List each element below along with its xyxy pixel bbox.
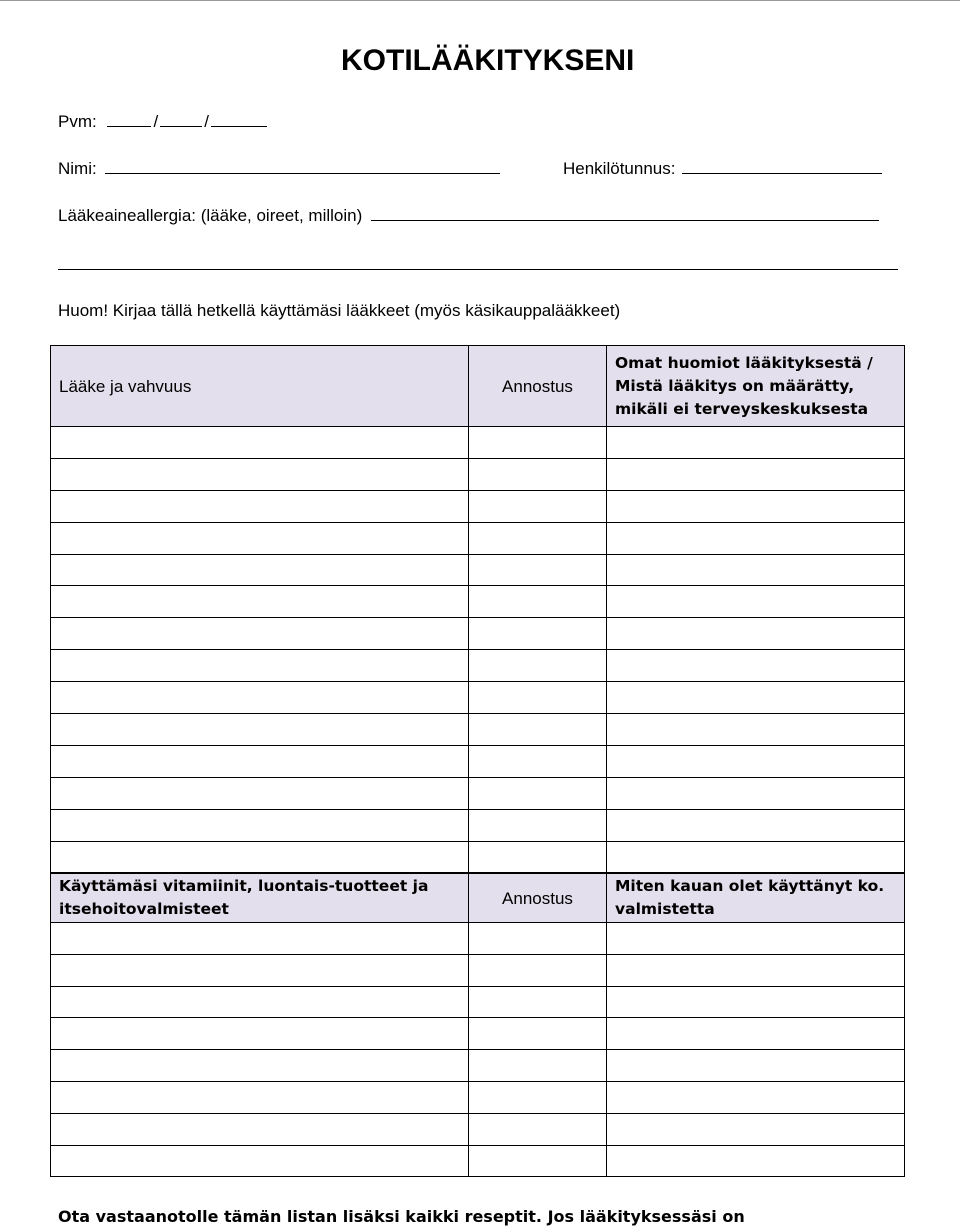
supplement-dosage-cell[interactable] <box>469 986 607 1018</box>
medication-dosage-cell[interactable] <box>469 682 607 714</box>
medication-notes-cell[interactable] <box>607 490 905 522</box>
medication-row <box>51 427 905 459</box>
allergy-field-continuation[interactable] <box>58 269 898 270</box>
supplement-notes-cell[interactable] <box>607 1113 905 1145</box>
medication-notes-cell[interactable] <box>607 745 905 777</box>
date-month-field[interactable] <box>160 112 202 127</box>
allergy-row <box>58 206 879 226</box>
supplement-dosage-cell[interactable] <box>469 923 607 955</box>
supplement-name-cell[interactable] <box>51 986 469 1018</box>
medication-row <box>51 586 905 618</box>
medication-row <box>51 809 905 841</box>
supplement-dosage-cell[interactable] <box>469 1018 607 1050</box>
medication-row <box>51 618 905 650</box>
instruction-note: Huom! Kirjaa tällä hetkellä käyttämäsi lääkkeet (myös käsikauppalääkkeet) <box>58 301 621 320</box>
supplement-notes-cell[interactable] <box>607 954 905 986</box>
header-usage-duration: Miten kauan olet käyttänyt ko. valmistetta <box>607 874 905 923</box>
id-label: Henkilötunnus: <box>563 159 676 178</box>
medications-body <box>51 427 905 873</box>
top-border <box>0 0 960 1</box>
supplement-dosage-cell[interactable] <box>469 1050 607 1082</box>
supplement-notes-cell[interactable] <box>607 1145 905 1177</box>
supplement-notes-cell[interactable] <box>607 1018 905 1050</box>
medication-dosage-cell[interactable] <box>469 554 607 586</box>
medication-dosage-cell[interactable] <box>469 650 607 682</box>
supplement-name-cell[interactable] <box>51 1113 469 1145</box>
medication-row <box>51 650 905 682</box>
medication-notes-cell[interactable] <box>607 586 905 618</box>
medication-dosage-cell[interactable] <box>469 586 607 618</box>
supplement-row <box>51 1145 905 1177</box>
medication-name-cell[interactable] <box>51 777 469 809</box>
medication-name-cell[interactable] <box>51 714 469 746</box>
date-row: Pvm: / / <box>58 112 267 132</box>
header-medicine-strength: Lääke ja vahvuus <box>51 346 469 427</box>
medication-row <box>51 682 905 714</box>
supplement-name-cell[interactable] <box>51 1081 469 1113</box>
supplement-name-cell[interactable] <box>51 1018 469 1050</box>
medication-row <box>51 554 905 586</box>
supplement-dosage-cell[interactable] <box>469 1113 607 1145</box>
supplement-row <box>51 1050 905 1082</box>
name-label: Nimi: <box>58 159 97 178</box>
supplement-row <box>51 986 905 1018</box>
supplement-notes-cell[interactable] <box>607 1081 905 1113</box>
medication-row <box>51 777 905 809</box>
medication-name-cell[interactable] <box>51 490 469 522</box>
medication-name-cell[interactable] <box>51 841 469 873</box>
medication-dosage-cell[interactable] <box>469 618 607 650</box>
medication-name-cell[interactable] <box>51 554 469 586</box>
medication-row <box>51 458 905 490</box>
medication-notes-cell[interactable] <box>607 714 905 746</box>
supplement-row <box>51 954 905 986</box>
medication-dosage-cell[interactable] <box>469 490 607 522</box>
supplement-name-cell[interactable] <box>51 1145 469 1177</box>
header-supplements: Käyttämäsi vitamiinit, luontais-tuotteet ja itsehoitovalmisteet <box>51 874 469 923</box>
supplement-row <box>51 1113 905 1145</box>
medication-name-cell[interactable] <box>51 586 469 618</box>
supplements-table <box>50 873 905 1177</box>
supplement-notes-cell[interactable] <box>607 986 905 1018</box>
supplement-notes-cell[interactable] <box>607 923 905 955</box>
allergy-label: Lääkeaineallergia: (lääke, oireet, milloin) <box>58 206 363 225</box>
supplement-dosage-cell[interactable] <box>469 1081 607 1113</box>
allergy-field[interactable] <box>371 206 879 221</box>
supplement-row <box>51 1081 905 1113</box>
medication-notes-cell[interactable] <box>607 618 905 650</box>
medication-dosage-cell[interactable] <box>469 458 607 490</box>
supplement-name-cell[interactable] <box>51 954 469 986</box>
medication-name-cell[interactable] <box>51 809 469 841</box>
medication-row <box>51 490 905 522</box>
medication-row <box>51 522 905 554</box>
supplement-name-cell[interactable] <box>51 1050 469 1082</box>
medications-header-row <box>51 346 905 427</box>
header-own-notes: Omat huomiot lääkityksestä / Mistä lääkitys on määrätty, mikäli ei terveyskeskuksesta <box>607 346 905 427</box>
medication-name-cell[interactable] <box>51 522 469 554</box>
supplement-notes-cell[interactable] <box>607 1050 905 1082</box>
id-row <box>563 159 882 179</box>
medication-name-cell[interactable] <box>51 682 469 714</box>
supplement-dosage-cell[interactable] <box>469 954 607 986</box>
medication-dosage-cell[interactable] <box>469 777 607 809</box>
medication-name-cell[interactable] <box>51 458 469 490</box>
id-field[interactable] <box>682 159 882 174</box>
supplement-name-cell[interactable] <box>51 923 469 955</box>
medication-row <box>51 714 905 746</box>
supplement-row <box>51 1018 905 1050</box>
supplement-dosage-cell[interactable] <box>469 1145 607 1177</box>
supplement-row <box>51 923 905 955</box>
medication-notes-cell[interactable] <box>607 682 905 714</box>
supplements-body <box>51 923 905 1177</box>
medications-table <box>50 345 905 873</box>
medication-dosage-cell[interactable] <box>469 745 607 777</box>
footer-instruction: Ota vastaanotolle tämän listan lisäksi kaikki reseptit. Jos lääkityksessäsi on <box>58 1207 745 1226</box>
medication-notes-cell[interactable] <box>607 427 905 459</box>
medication-dosage-cell[interactable] <box>469 809 607 841</box>
medication-row <box>51 745 905 777</box>
supplements-header-row <box>51 874 905 923</box>
medication-dosage-cell[interactable] <box>469 841 607 873</box>
medication-name-cell[interactable] <box>51 427 469 459</box>
date-year-field[interactable] <box>211 112 267 127</box>
date-label: Pvm: <box>58 112 97 131</box>
medication-dosage-cell[interactable] <box>469 427 607 459</box>
medication-notes-cell[interactable] <box>607 650 905 682</box>
name-row <box>58 159 500 179</box>
medication-dosage-cell[interactable] <box>469 714 607 746</box>
medication-notes-cell[interactable] <box>607 777 905 809</box>
name-field[interactable] <box>105 159 500 174</box>
date-day-field[interactable] <box>107 112 151 127</box>
medication-notes-cell[interactable] <box>607 522 905 554</box>
header-supplement-dosage: Annostus <box>469 874 607 923</box>
header-dosage: Annostus <box>469 346 607 427</box>
medication-notes-cell[interactable] <box>607 458 905 490</box>
medication-row <box>51 841 905 873</box>
medication-name-cell[interactable] <box>51 650 469 682</box>
medication-name-cell[interactable] <box>51 745 469 777</box>
medication-name-cell[interactable] <box>51 618 469 650</box>
medication-notes-cell[interactable] <box>607 554 905 586</box>
medication-notes-cell[interactable] <box>607 841 905 873</box>
medication-dosage-cell[interactable] <box>469 522 607 554</box>
medication-notes-cell[interactable] <box>607 809 905 841</box>
